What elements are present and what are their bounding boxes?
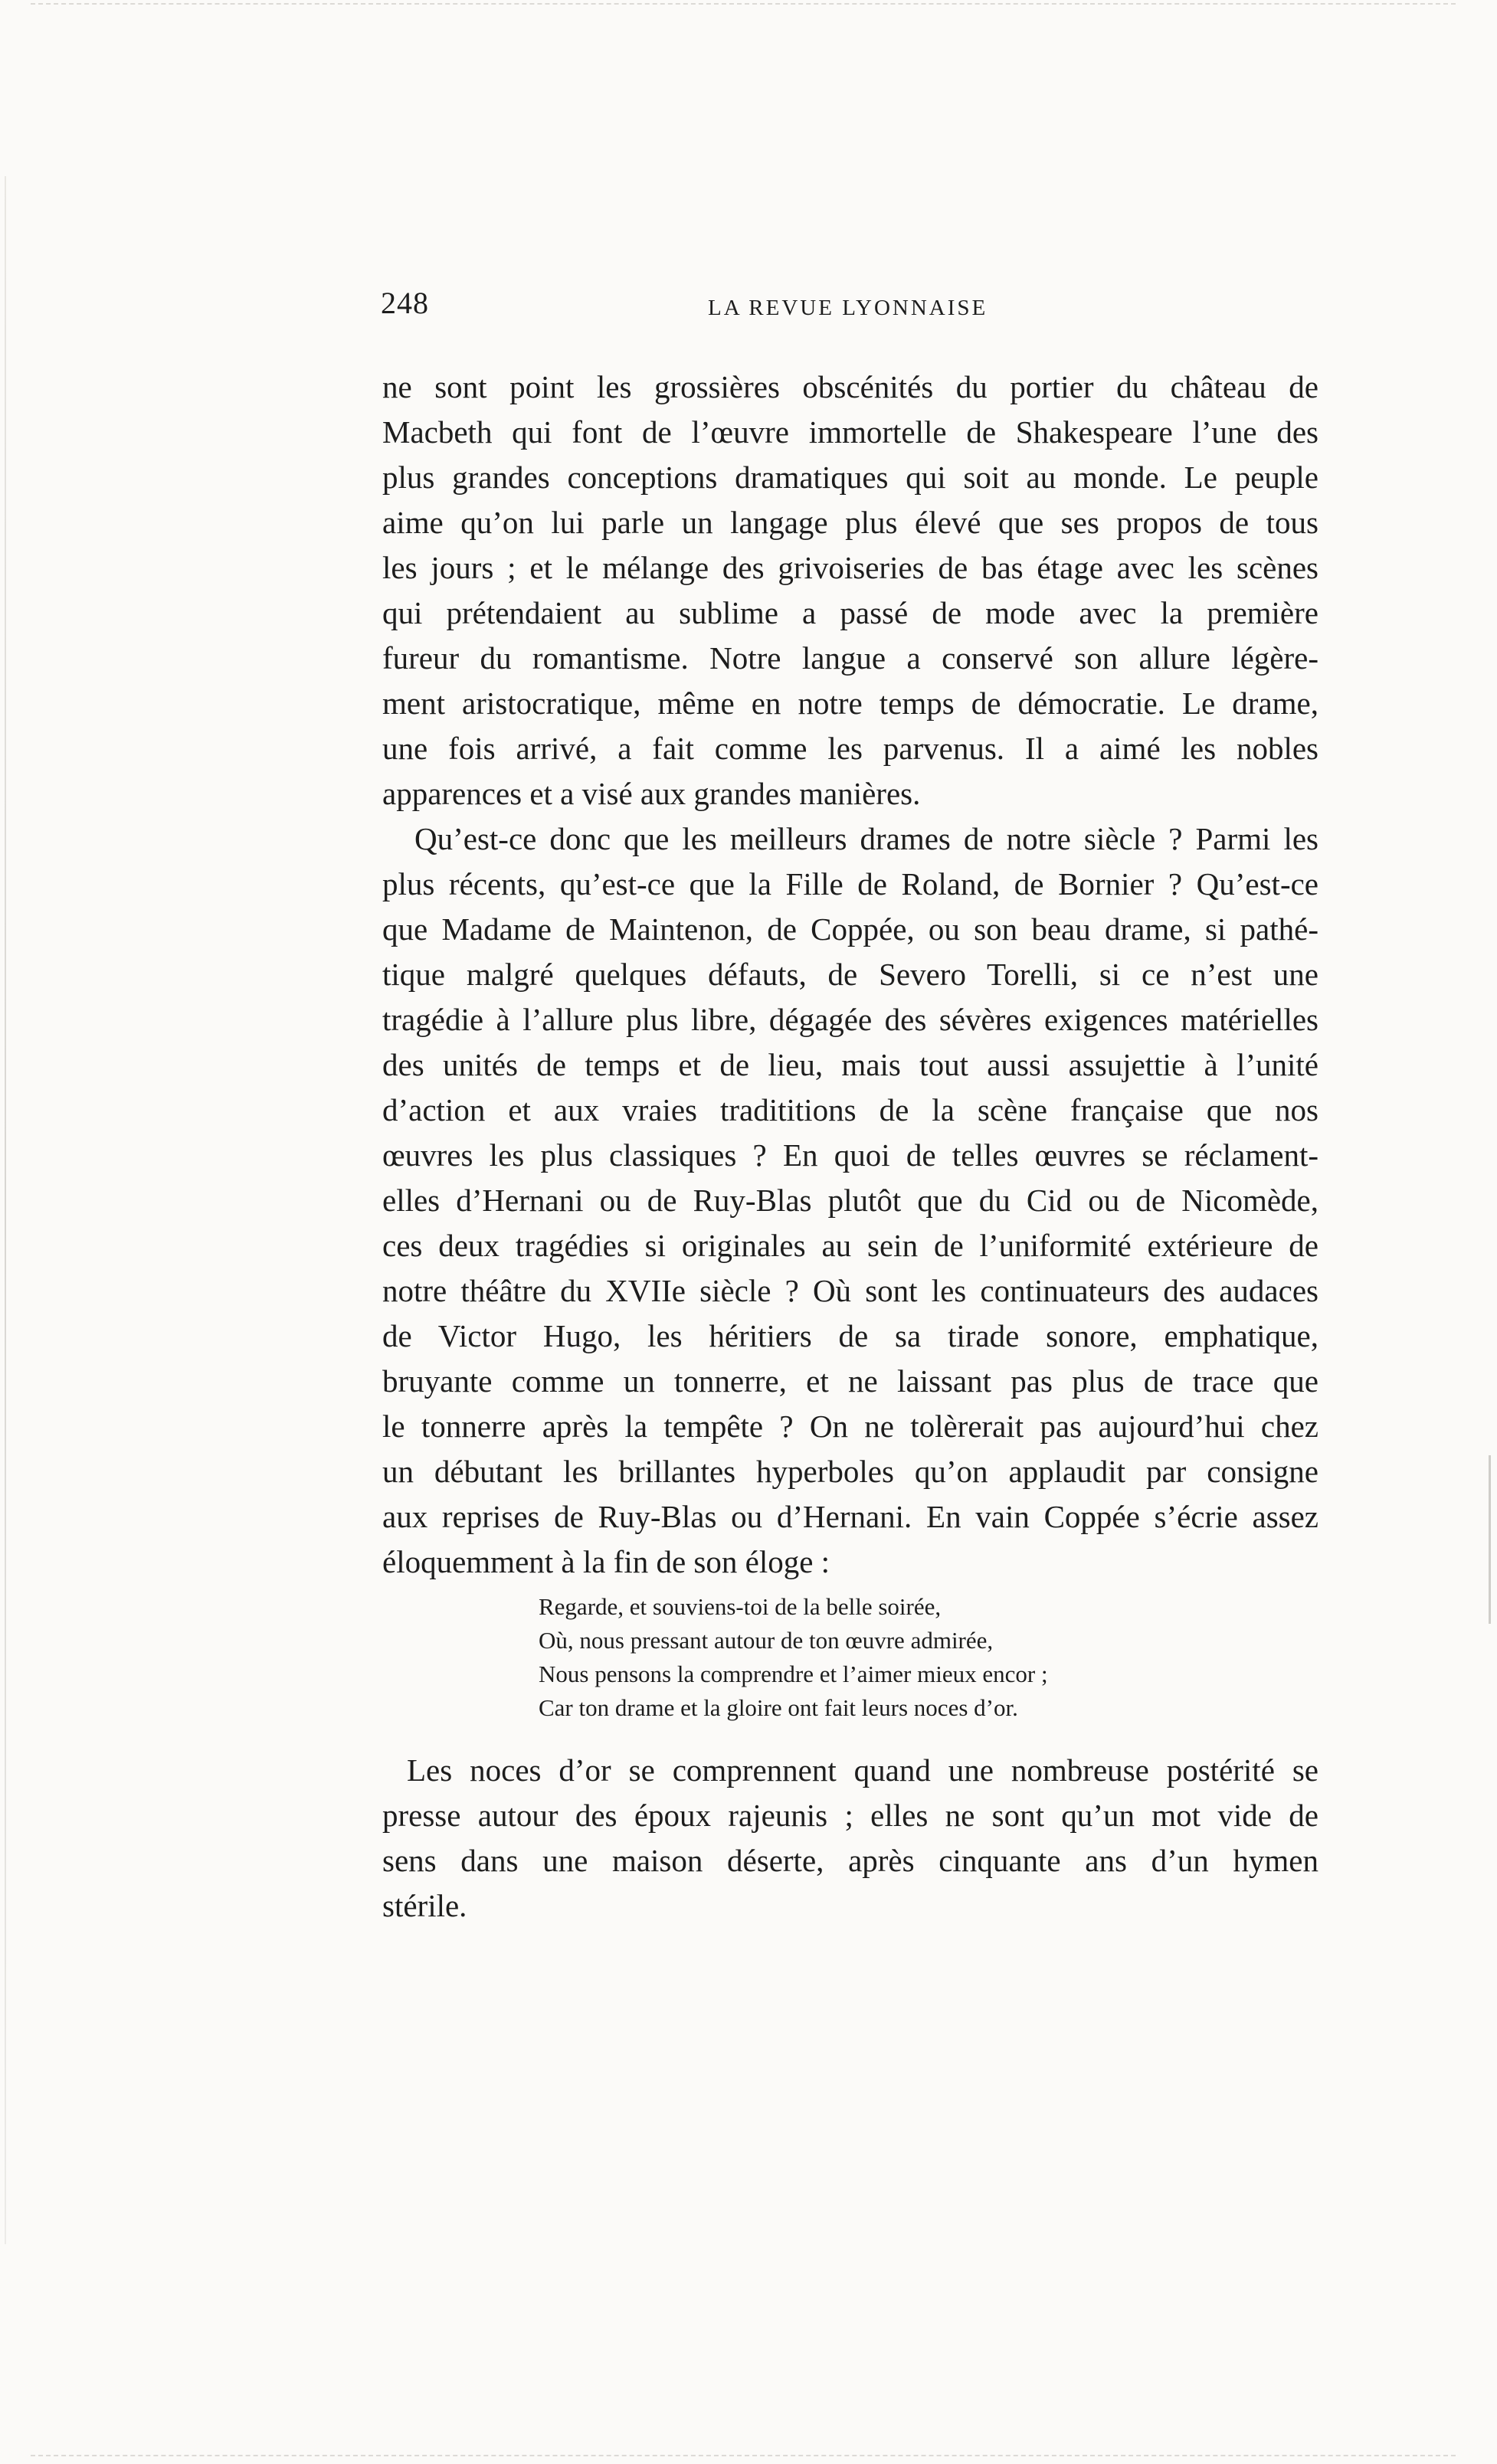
text-line: que Madame de Maintenon, de Coppée, ou son beau drame, si pathé- — [382, 911, 1318, 947]
text-line: de Victor Hugo, les héritiers de sa tirade sonore, emphatique, — [382, 1318, 1318, 1353]
text-line: apparences et a visé aux grandes manières. — [382, 776, 921, 811]
text-line: les jours ; et le mélange des grivoiseries de bas étage avec les scènes — [382, 550, 1318, 585]
text-line: presse autour des époux rajeunis ; elles ne sont qu’un mot vide de — [382, 1798, 1318, 1833]
text-line: fureur du romantisme. Notre langue a conservé son allure légère- — [382, 640, 1318, 676]
text-line: œuvres les plus classiques ? En quoi de telles œuvres se réclament- — [382, 1137, 1318, 1173]
text-line: notre théâtre du XVIIe siècle ? Où sont les continuateurs des audaces — [382, 1273, 1318, 1308]
text-line: éloquemment à la fin de son éloge : — [382, 1544, 830, 1579]
text-line: Les noces d’or se comprennent quand une nombreuse postérité se — [407, 1752, 1318, 1788]
text-line: sens dans une maison déserte, après cinquante ans d’un hymen — [382, 1843, 1318, 1878]
verse-line: Nous pensons la comprendre et l’aimer mieux encor ; — [539, 1661, 1048, 1687]
running-title: LA REVUE LYONNAISE — [708, 296, 988, 320]
scan-left-edge — [5, 176, 6, 2244]
page-number: 248 — [381, 286, 429, 320]
body-text — [382, 365, 1318, 1585]
text-line: plus grandes conceptions dramatiques qui soit au monde. Le peuple — [382, 460, 1318, 495]
text-line: un débutant les brillantes hyperboles qu’on applaudit par consigne — [382, 1454, 1318, 1489]
verse-line: Regarde, et souviens-toi de la belle soirée, — [539, 1593, 942, 1620]
text-line: des unités de temps et de lieu, mais tout aussi assujettie à l’unité — [382, 1047, 1318, 1082]
text-line: Qu’est-ce donc que les meilleurs drames de notre siècle ? Parmi les — [414, 821, 1318, 856]
text-line: tique malgré quelques défauts, de Severo Torelli, si ce n’est une — [382, 957, 1318, 992]
scan-top-edge — [31, 3, 1456, 5]
closing-paragraph — [382, 1748, 1318, 1929]
verse-line: Où, nous pressant autour de ton œuvre admirée, — [539, 1627, 994, 1654]
text-line: d’action et aux vraies tradititions de la scène française que nos — [382, 1092, 1318, 1127]
scan-bottom-edge — [31, 2455, 1456, 2456]
scan-right-edge — [1489, 1455, 1491, 1624]
text-line: le tonnerre après la tempête ? On ne tolèrerait pas aujourd’hui chez — [382, 1409, 1318, 1444]
verse-line: Car ton drame et la gloire ont fait leurs noces d’or. — [539, 1694, 1018, 1721]
text-line: ces deux tragédies si originales au sein de l’uniformité extérieure de — [382, 1228, 1318, 1263]
text-line: bruyante comme un tonnerre, et ne laissant pas plus de trace que — [382, 1363, 1318, 1399]
text-line: tragédie à l’allure plus libre, dégagée des sévères exigences matérielles — [382, 1002, 1318, 1037]
page-header — [381, 285, 1319, 331]
text-line: Macbeth qui font de l’œuvre immortelle de Shakespeare l’une des — [382, 414, 1318, 450]
verse-quotation — [539, 1590, 1197, 1725]
text-line: plus récents, qu’est-ce que la Fille de Roland, de Bornier ? Qu’est-ce — [382, 866, 1318, 902]
text-line: qui prétendaient au sublime a passé de mode avec la première — [382, 595, 1318, 630]
text-line: stérile. — [382, 1888, 467, 1923]
text-line: aux reprises de Ruy-Blas ou d’Hernani. En vain Coppée s’écrie assez — [382, 1499, 1318, 1534]
text-line: elles d’Hernani ou de Ruy-Blas plutôt que du Cid ou de Nicomède, — [382, 1183, 1318, 1218]
text-line: aime qu’on lui parle un langage plus élevé que ses propos de tous — [382, 505, 1318, 540]
text-line: ment aristocratique, même en notre temps de démocratie. Le drame, — [382, 686, 1318, 721]
text-line: une fois arrivé, a fait comme les parvenus. Il a aimé les nobles — [382, 731, 1318, 766]
text-line: ne sont point les grossières obscénités du portier du château de — [382, 369, 1318, 404]
